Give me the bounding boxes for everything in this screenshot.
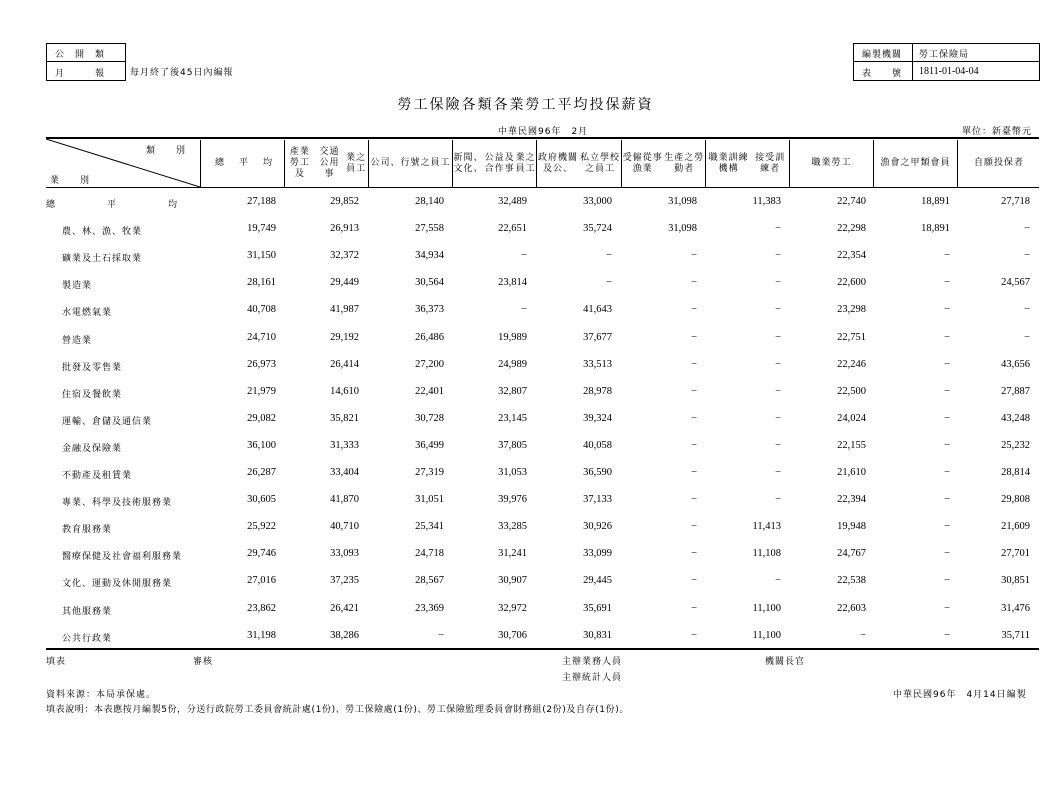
- table-cell: −: [944, 412, 950, 424]
- header-left-row2-label: 月 報: [55, 69, 106, 79]
- table-cell: 38,286: [330, 629, 359, 641]
- table-cell: 31,476: [1001, 602, 1030, 614]
- table-cell: −: [691, 277, 697, 289]
- table-cell: 34,934: [415, 250, 444, 262]
- table-cell: 31,241: [498, 548, 527, 560]
- table-cell: 24,718: [415, 548, 444, 560]
- table-cell: 28,161: [247, 277, 276, 289]
- table-cell: 24,989: [498, 358, 527, 370]
- table-cell: −: [775, 494, 781, 506]
- table-cell: 26,414: [330, 358, 359, 370]
- table-cell: 27,558: [415, 223, 444, 235]
- table-cell: 31,150: [247, 250, 276, 262]
- column-header-line: 總 平 均: [215, 158, 276, 168]
- column-header-line: 業之員工: [515, 152, 536, 174]
- table-cell: 37,133: [583, 494, 612, 506]
- header-right-box: [853, 43, 1040, 81]
- table-cell: −: [775, 385, 781, 397]
- footer-fill-label: 填表: [46, 657, 67, 667]
- row-label: 其他服務業: [62, 606, 113, 617]
- table-cell: 27,200: [415, 358, 444, 370]
- table-cell: 36,100: [247, 439, 276, 451]
- report-period: 中華民國96年 2月: [498, 127, 589, 137]
- table-cell: −: [775, 575, 781, 587]
- table-cell: 11,383: [752, 196, 781, 207]
- table-cell: 11,108: [752, 548, 781, 560]
- column-header-4: [452, 140, 536, 187]
- column-header-line: 交通公用事: [319, 147, 340, 179]
- table-cell: −: [691, 331, 697, 343]
- table-cell: −: [944, 548, 950, 560]
- table-cell: 26,287: [247, 467, 276, 478]
- table-cell: 24,710: [247, 331, 276, 343]
- table-cell: 22,246: [837, 358, 866, 370]
- row-label: 文化、運動及休閒服務業: [62, 579, 173, 590]
- table-cell: −: [944, 358, 950, 370]
- column-header-line: 公司、行號: [370, 158, 421, 168]
- table-cell: 31,098: [668, 196, 697, 207]
- table-cell: −: [1024, 331, 1030, 343]
- table-cell: −: [691, 304, 697, 316]
- table-cell: 22,751: [837, 331, 866, 343]
- table-cell: 30,831: [583, 629, 612, 641]
- table-cell: 18,891: [921, 223, 950, 235]
- table-cell: 30,907: [498, 575, 527, 587]
- table-cell: 35,711: [1001, 629, 1030, 641]
- table-cell: 30,605: [247, 494, 276, 506]
- table-cell: 26,913: [330, 223, 359, 235]
- report-title: 勞工保險各類各業勞工平均投保薪資: [397, 97, 654, 113]
- table-cell: −: [691, 548, 697, 560]
- table-cell: 21,979: [247, 385, 276, 397]
- table-cell: −: [691, 629, 697, 641]
- table-cell: −: [775, 412, 781, 424]
- table-cell: −: [860, 629, 866, 641]
- table-cell: 21,609: [1001, 521, 1030, 533]
- table-cell: 22,155: [837, 439, 866, 451]
- table-cell: −: [944, 331, 950, 343]
- table-cell: 33,285: [498, 521, 527, 533]
- table-cell: 39,324: [583, 412, 612, 424]
- footer-source: 資料來源：本局承保處。: [46, 690, 157, 700]
- table-cell: 35,821: [330, 412, 359, 424]
- column-header-line: 公益及合作事: [484, 152, 515, 174]
- table-cell: 19,989: [498, 331, 527, 343]
- footer-review-label: 審核: [193, 657, 214, 667]
- table-cell: 41,643: [583, 304, 612, 316]
- table-cell: 23,298: [837, 304, 866, 316]
- row-label: 金融及保險業: [62, 443, 123, 454]
- table-cell: 43,248: [1001, 412, 1030, 424]
- table-cell: −: [1024, 223, 1030, 235]
- table-cell: 33,099: [583, 548, 612, 560]
- table-cell: −: [775, 223, 781, 235]
- table-cell: 31,053: [498, 467, 527, 478]
- table-cell: 29,852: [330, 196, 359, 207]
- table-cell: 22,298: [837, 223, 866, 235]
- column-header-9: [873, 140, 957, 187]
- table-cell: 29,746: [247, 548, 276, 560]
- table-cell: 37,677: [583, 331, 612, 343]
- corner-top-label: 類 別: [146, 146, 187, 156]
- table-cell: 40,708: [247, 304, 276, 316]
- table-cell: 32,972: [498, 602, 527, 614]
- table-cell: −: [944, 629, 950, 641]
- row-label: 醫療保健及社會福利服務業: [62, 552, 183, 563]
- table-cell: 30,926: [583, 521, 612, 533]
- table-cell: −: [606, 250, 612, 262]
- row-label: 批發及零售業: [62, 362, 123, 373]
- table-cell: 32,489: [498, 196, 527, 207]
- table-cell: 11,100: [752, 629, 781, 641]
- table-cell: 22,651: [498, 223, 527, 235]
- footer-staff-label: 主辦業務人員: [562, 657, 623, 667]
- table-cell: 21,610: [837, 467, 866, 478]
- header-left-row2-note: 每月終了後45日內編報: [130, 68, 234, 78]
- table-cell: 40,058: [583, 439, 612, 451]
- table-cell: 23,369: [415, 602, 444, 614]
- table-cell: 26,973: [247, 358, 276, 370]
- table-cell: −: [775, 358, 781, 370]
- table-cell: 28,814: [1001, 467, 1030, 478]
- table-cell: −: [775, 304, 781, 316]
- table-cell: 27,319: [415, 467, 444, 478]
- table-cell: 33,000: [583, 196, 612, 207]
- table-cell: 30,706: [498, 629, 527, 641]
- table-cell: 22,500: [837, 385, 866, 397]
- header-left-box: [46, 43, 126, 81]
- table-cell: −: [775, 277, 781, 289]
- table-cell: 22,600: [837, 277, 866, 289]
- table-cell: −: [944, 277, 950, 289]
- table-cell: −: [691, 385, 697, 397]
- table-cell: 23,145: [498, 412, 527, 424]
- table-cell: −: [691, 575, 697, 587]
- footer-date: 中華民國96年 4月14日編製: [893, 690, 1027, 700]
- table-cell: −: [691, 412, 697, 424]
- table-cell: 27,016: [247, 575, 276, 587]
- table-cell: −: [691, 602, 697, 614]
- footer-head-label: 機關長官: [765, 657, 806, 667]
- table-cell: 31,333: [330, 439, 359, 451]
- table-cell: 30,728: [415, 412, 444, 424]
- column-header-line: 新聞、文化、: [453, 152, 484, 174]
- header-left-row1-label: 公 開 類: [55, 50, 106, 60]
- table-cell: −: [691, 250, 697, 262]
- table-cell: 29,445: [583, 575, 612, 587]
- column-header-3: [368, 140, 452, 187]
- table-cell: 28,567: [415, 575, 444, 587]
- table-cell: 36,590: [583, 467, 612, 478]
- table-cell: −: [775, 250, 781, 262]
- table-cell: −: [944, 467, 950, 478]
- table-cell: 22,740: [837, 196, 866, 207]
- table-cell: −: [944, 494, 950, 506]
- footer-stat-label: 主辦統計人員: [562, 673, 623, 683]
- row-label: 不動產及租賃業: [62, 471, 133, 481]
- table-cell: −: [944, 602, 950, 614]
- row-label: 運輸、倉儲及通信業: [62, 416, 153, 427]
- column-header-line: 政府機關及公、: [537, 152, 578, 174]
- table-cell: −: [944, 575, 950, 587]
- table-cell: −: [775, 439, 781, 451]
- table-cell: −: [775, 467, 781, 478]
- table-cell: −: [521, 250, 527, 262]
- table-cell: 30,564: [415, 277, 444, 289]
- header-right-row1-value: 勞工保險局: [919, 50, 970, 60]
- table-cell: −: [438, 629, 444, 641]
- column-header-7: [705, 140, 789, 187]
- header-right-row2-value: 1811-01-04-04: [919, 66, 979, 77]
- table-cell: 19,948: [837, 521, 866, 533]
- table-cell: 43,656: [1001, 358, 1030, 370]
- table-cell: 33,404: [330, 467, 359, 478]
- column-header-line: 接受訓練者: [755, 152, 786, 174]
- column-header-1: [200, 140, 284, 187]
- column-header-line: 自願投保者: [973, 158, 1024, 168]
- table-cell: 19,749: [247, 223, 276, 235]
- table-cell: 27,887: [1001, 385, 1030, 397]
- table-cell: −: [606, 277, 612, 289]
- column-header-line: 職業勞工: [811, 158, 852, 168]
- table-cell: 31,051: [415, 494, 444, 506]
- table-cell: −: [944, 385, 950, 397]
- table-cell: 11,100: [752, 602, 781, 614]
- table-cell: 25,341: [415, 521, 444, 533]
- table-cell: 22,401: [415, 385, 444, 397]
- report-unit: 單位：新臺幣元: [962, 127, 1033, 137]
- table-cell: 39,976: [498, 494, 527, 506]
- row-label: 住宿及餐飲業: [62, 389, 123, 400]
- table-cell: −: [1024, 304, 1030, 316]
- table-cell: 11,413: [752, 521, 781, 533]
- table-cell: 33,093: [330, 548, 359, 560]
- table-cell: 30,851: [1001, 575, 1030, 587]
- table-cell: 31,198: [247, 629, 276, 641]
- table-cell: 29,808: [1001, 494, 1030, 506]
- row-label: 礦業及土石採取業: [62, 254, 143, 265]
- table-cell: 37,805: [498, 439, 527, 451]
- table-cell: 29,449: [330, 277, 359, 289]
- column-header-2: [284, 140, 368, 187]
- table-cell: −: [691, 521, 697, 533]
- table-cell: 25,232: [1001, 439, 1030, 451]
- table-cell: 27,718: [1001, 196, 1030, 207]
- table-cell: 28,140: [415, 196, 444, 207]
- row-label: 營造業: [62, 335, 93, 346]
- column-header-line: 業之員工: [346, 152, 367, 174]
- table-cell: −: [691, 467, 697, 478]
- column-header-line: 產業勞工及: [289, 147, 310, 179]
- table-cell: 37,235: [330, 575, 359, 587]
- column-header-line: 生產之勞動者: [664, 152, 705, 174]
- header-right-row1-label: 編製機關: [862, 50, 903, 60]
- row-label: 公共行政業: [62, 633, 113, 644]
- column-header-10: [957, 140, 1040, 187]
- column-header-8: [789, 140, 873, 187]
- table-cell: 25,922: [247, 521, 276, 533]
- table-cell: 35,691: [583, 602, 612, 614]
- table-cell: 32,807: [498, 385, 527, 397]
- table-header-rule: [46, 187, 1039, 188]
- table-cell: −: [944, 250, 950, 262]
- table-cell: 23,862: [247, 602, 276, 614]
- table-cell: −: [1024, 250, 1030, 262]
- header-right-row2-label: 表 號: [862, 69, 903, 79]
- table-cell: 26,486: [415, 331, 444, 343]
- row-label: 總 平 均: [46, 200, 181, 210]
- column-header-line: 私立學校之員工: [579, 152, 620, 174]
- row-label: 農、林、漁、牧業: [62, 227, 143, 238]
- footer-note: 填表說明：本表應按月編製5份，分送行政院勞工委員會統計處(1份)、勞工保險處(1份)、勞工保險監理委員會財務組(2份)及自存(1份)。: [46, 705, 629, 715]
- table-cell: −: [521, 304, 527, 316]
- table-cell: 36,499: [415, 439, 444, 451]
- column-header-line: 受僱從事漁業: [622, 152, 663, 174]
- column-header-line: 職業訓練機構: [708, 152, 749, 174]
- table-cell: 29,082: [247, 412, 276, 424]
- column-header-6: [621, 140, 705, 187]
- column-header-line: 之員工: [420, 158, 451, 168]
- table-cell: 22,538: [837, 575, 866, 587]
- table-cell: 33,513: [583, 358, 612, 370]
- table-cell: 24,567: [1001, 277, 1030, 289]
- row-label: 教育服務業: [62, 525, 113, 536]
- table-cell: 23,814: [498, 277, 527, 289]
- table-cell: −: [944, 521, 950, 533]
- table-cell: −: [775, 331, 781, 343]
- row-label: 專業、科學及技術服務業: [62, 498, 173, 509]
- table-cell: 40,710: [330, 521, 359, 533]
- table-cell: 18,891: [921, 196, 950, 207]
- table-cell: −: [944, 439, 950, 451]
- table-cell: 26,421: [330, 602, 359, 614]
- column-header-line: 漁會之甲類會員: [880, 158, 951, 168]
- table-cell: −: [691, 439, 697, 451]
- table-cell: 29,192: [330, 331, 359, 343]
- corner-bottom-label: 業 別: [50, 176, 91, 186]
- table-cell: 22,603: [837, 602, 866, 614]
- table-cell: 27,701: [1001, 548, 1030, 560]
- row-label: 水電燃氣業: [62, 308, 113, 319]
- table-bottom-rule: [46, 648, 1039, 650]
- table-cell: 22,394: [837, 494, 866, 506]
- table-cell: 22,354: [837, 250, 866, 262]
- table-cell: 35,724: [583, 223, 612, 235]
- table-cell: 41,870: [330, 494, 359, 506]
- table-cell: −: [691, 358, 697, 370]
- table-cell: 36,373: [415, 304, 444, 316]
- table-cell: 28,978: [583, 385, 612, 397]
- table-cell: 32,372: [330, 250, 359, 262]
- table-cell: −: [944, 304, 950, 316]
- table-cell: 24,024: [837, 412, 866, 424]
- table-cell: 24,767: [837, 548, 866, 560]
- table-cell: −: [691, 494, 697, 506]
- column-header-5: [536, 140, 621, 187]
- table-cell: 41,987: [330, 304, 359, 316]
- table-cell: 27,188: [247, 196, 276, 207]
- table-cell: 31,098: [668, 223, 697, 235]
- row-label: 製造業: [62, 281, 93, 292]
- table-cell: 14,610: [330, 385, 359, 397]
